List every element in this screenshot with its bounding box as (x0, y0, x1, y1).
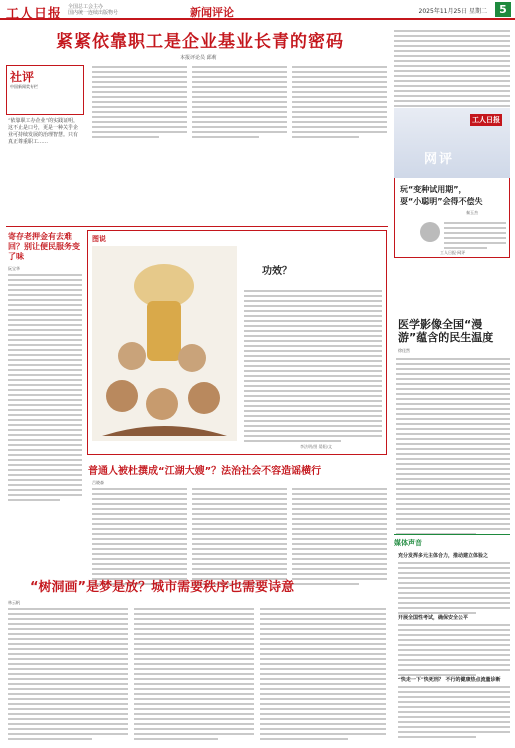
meiti-item[interactable]: 充分发挥多元主体合力，推动建立体验之 (398, 553, 489, 559)
article4-author: 林云帆 (8, 600, 20, 605)
article2-body (8, 274, 82, 504)
article4-body-col1 (8, 608, 128, 743)
wangping-body (444, 222, 506, 252)
masthead-info-line: 全国总工会主办 (68, 4, 104, 10)
article3-body-col2 (192, 488, 287, 588)
column-tag-sub: 中国新闻奖专栏 (10, 84, 38, 89)
article3-body-col1 (92, 488, 187, 588)
meiti-item[interactable]: 开展全国性考试，确保安全公平 (398, 615, 469, 621)
meiti-item-body (398, 624, 510, 679)
cartoon-label: 图说 (92, 235, 106, 243)
author-avatar (420, 222, 440, 242)
masthead-info (68, 4, 118, 16)
lead-byline: 本报评论员 邱莉 (180, 55, 217, 61)
divider (6, 226, 388, 227)
cartoon-image (92, 246, 237, 441)
article5-body (396, 358, 510, 538)
lead-body-col3 (292, 66, 387, 141)
meiti-item-body (398, 686, 510, 741)
section-title: 新闻评论 (190, 6, 234, 19)
wangping-footer: 工人日报·网评 (440, 250, 466, 255)
article2-author: 阮宝华 (8, 266, 20, 271)
cartoon-illustration (92, 246, 237, 441)
meiti-item-body (398, 562, 510, 617)
article3-author: 吕晓森 (92, 480, 104, 485)
lead-body-col2 (192, 66, 287, 141)
meiti-label: 媒体声音 (394, 539, 422, 547)
article4-body-col2 (134, 608, 254, 743)
cartoon-title: 功效？ (262, 266, 292, 277)
column-tag: 社评 (10, 70, 35, 84)
meiti-item[interactable]: “快走一下”快死刑？ 不行的健康热点流量诊断 (398, 677, 501, 683)
lead-body-col1 (92, 66, 187, 141)
wangping-author: 秦玉杰 (466, 210, 478, 215)
wangping-title: 网评 (424, 152, 455, 167)
masthead-info-line: 国内统一连续出版物号 (68, 10, 119, 16)
lead-headline[interactable]: 紧紧依靠职工是企业基业长青的密码 (56, 32, 344, 52)
wangping-headline-2[interactable]: 耍“小聪明”会得不偿失 (400, 197, 483, 206)
article5-author: 徐佳然 (398, 348, 410, 353)
article3-headline[interactable]: 普通人被杜撰成“江湖大嫂”？法治社会不容造谣横行 (88, 466, 322, 477)
cartoon-credit: 李法明/图 晏阳/文 (300, 444, 332, 449)
article2-headline[interactable]: 寄存老押金有去难回？别让便民服务变了味 (8, 232, 80, 261)
article4-headline[interactable]: “树洞画”是梦是放？城市需要秩序也需要诗意 (30, 580, 295, 595)
meiti-divider (394, 534, 510, 535)
article5-headline[interactable]: 医学影像全国“漫游”蕴含的民生温度 (398, 318, 494, 344)
lead-intro: “依靠职工办企业”的实践证明，这不止是口号，更是一种关乎企业可持续发展的治理智慧。只有真正尊重职工…… (8, 118, 79, 145)
page-number: 5 (495, 2, 511, 17)
article3-body-col3 (292, 488, 387, 588)
wangping-logo: 工人日报 (472, 116, 500, 124)
issue-date: 2025年11月25日 星期二 (418, 8, 487, 15)
cartoon-caption (244, 290, 382, 445)
wangping-headline-1[interactable]: 玩“变种试用期”， (400, 185, 467, 194)
newspaper-logo: 工人日报 (6, 7, 63, 22)
article4-body-col3 (260, 608, 386, 743)
